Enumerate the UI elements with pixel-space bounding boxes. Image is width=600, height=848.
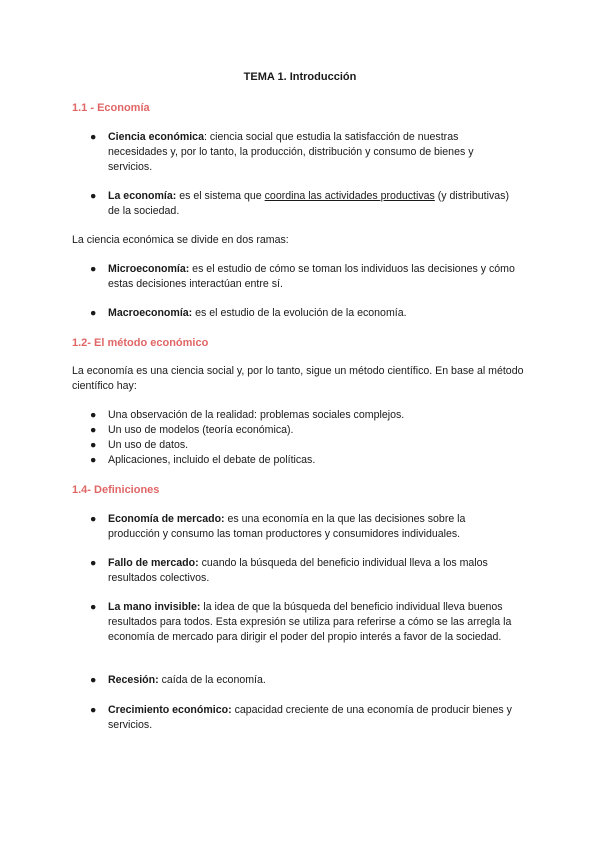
term-crecimiento-economico: Crecimiento económico: [108, 704, 232, 716]
term-fallo-de-mercado: Fallo de mercado: [108, 557, 199, 569]
definition-crecimiento-economico: capacidad creciente de una economía de producir bienes y servicios. [108, 704, 512, 731]
bullet-dot: ● [90, 307, 97, 319]
document-title: TEMA 1. Introducción [243, 71, 357, 83]
bullet-recesion [90, 673, 520, 688]
bullet-dot: ● [90, 190, 97, 202]
heading-economia: 1.1 - Economía [72, 102, 150, 114]
bullet-dot: ● [90, 439, 97, 451]
paragraph-ramas: La ciencia económica se divide en dos ramas: [72, 234, 289, 246]
list-item-text: Una observación de la realidad: problemas sociales complejos. [108, 409, 405, 421]
list-item-text: Un uso de modelos (teoría económica). [108, 424, 294, 436]
definition-mano-invisible: la idea de que la búsqueda del beneficio individual lleva buenos resultados para todos. Esta expresión se utiliza para referirse a cómo se las arregla la economía de mercado para dirigir el poder del propio interés a favor de la sociedad. [108, 601, 512, 643]
list-item [90, 423, 520, 438]
paragraph-metodo: La economía es una ciencia social y, por lo tanto, sigue un método científico. En base al método científico hay: [72, 365, 524, 392]
definition-recesion: caída de la economía. [158, 674, 266, 686]
bullet-ciencia-economica [90, 130, 520, 175]
definition-ciencia-economica: : ciencia social que estudia la satisfacción de nuestras necesidades y, por lo tanto, la producción, distribución y consumo de bienes y servicios. [108, 131, 474, 173]
heading-definiciones: 1.4- Definiciones [72, 484, 160, 496]
bullet-dot: ● [90, 424, 97, 436]
term-microeconomia: Microeconomía: [108, 263, 190, 275]
definition-la-economia-pre: es el sistema que [176, 190, 265, 202]
list-item [90, 453, 520, 468]
definition-macroeconomia: es el estudio de la evolución de la economía. [192, 307, 407, 319]
definition-economia-de-mercado: es una economía en la que las decisiones sobre la producción y consumo las toman productores y consumidores individuales. [108, 513, 466, 540]
bullet-la-economia [90, 189, 520, 219]
term-mano-invisible: La mano invisible: [108, 601, 201, 613]
term-economia-de-mercado: Economía de mercado: [108, 513, 225, 525]
bullet-dot: ● [90, 674, 97, 686]
term-la-economia: La economía: [108, 190, 177, 202]
bullet-mano-invisible [90, 600, 520, 645]
list-item [90, 408, 520, 423]
heading-metodo-economico: 1.2- El método económico [72, 337, 209, 349]
bullet-dot: ● [90, 601, 97, 613]
bullet-macroeconomia [90, 306, 520, 321]
term-recesion: Recesión: [108, 674, 159, 686]
bullet-crecimiento-economico [90, 703, 520, 733]
bullet-fallo-de-mercado [90, 556, 520, 586]
bullet-dot: ● [90, 513, 97, 525]
definition-fallo-de-mercado: cuando la búsqueda del beneficio individual lleva a los malos resultados colectivos. [108, 557, 488, 584]
list-item-text: Aplicaciones, incluido el debate de políticas. [108, 454, 316, 466]
bullet-dot: ● [90, 454, 97, 466]
bullet-dot: ● [90, 557, 97, 569]
term-macroeconomia: Macroeconomía: [108, 307, 193, 319]
bullet-economia-de-mercado [90, 512, 520, 542]
bullet-dot: ● [90, 131, 97, 143]
bullet-dot: ● [90, 409, 97, 421]
underlined-phrase: coordina las actividades productivas [264, 190, 435, 202]
list-item [90, 438, 520, 453]
list-item-text: Un uso de datos. [108, 439, 189, 451]
bullet-dot: ● [90, 704, 97, 716]
bullet-microeconomia [90, 262, 520, 292]
definition-la-economia-post: (y distributivas) de la sociedad. [108, 190, 509, 217]
definition-microeconomia: es el estudio de cómo se toman los individuos las decisiones y cómo estas decisiones interactúan entre sí. [108, 263, 515, 290]
bullet-dot: ● [90, 263, 97, 275]
term-ciencia-economica: Ciencia económica [108, 131, 204, 143]
